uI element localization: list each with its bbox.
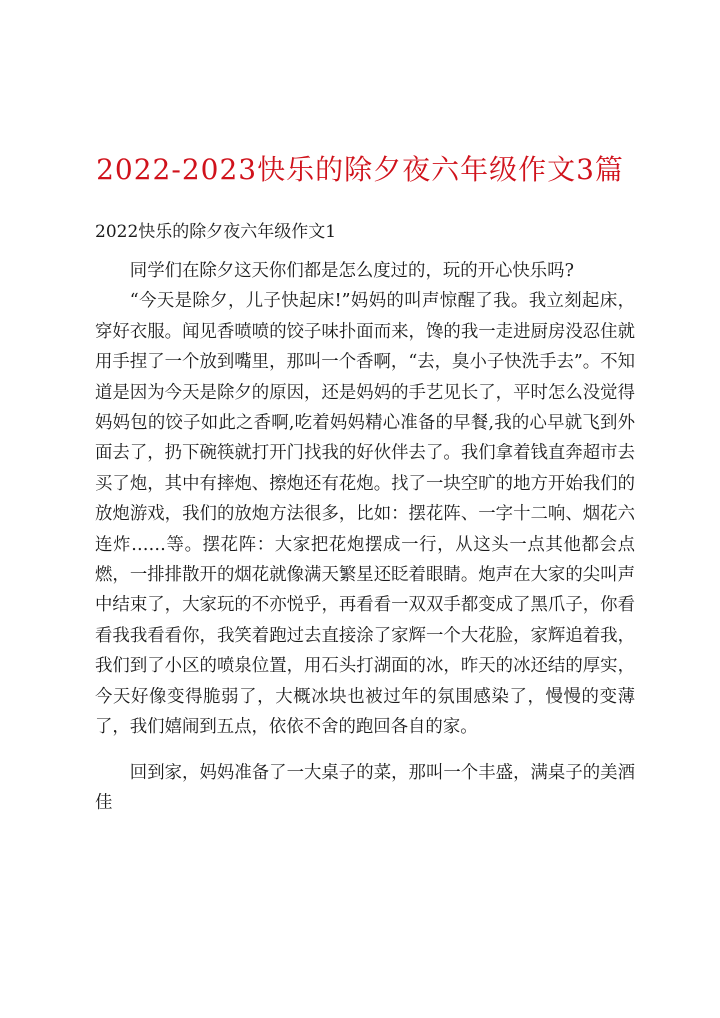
document-title: 2022-2023快乐的除夕夜六年级作文3篇 bbox=[96, 153, 624, 186]
paragraph-1: 同学们在除夕这天你们都是怎么度过的，玩的开心快乐吗? bbox=[129, 261, 574, 281]
document-body bbox=[95, 256, 635, 818]
section-subtitle: 2022快乐的除夕夜六年级作文1 bbox=[95, 222, 337, 242]
paragraph-3: 回到家，妈妈准备了一大桌子的菜，那叫一个丰盛，满桌子的美酒佳 bbox=[95, 762, 635, 813]
paragraph-2: “今天是除夕，儿子快起床!”妈妈的叫声惊醒了我。我立刻起床，穿好衣服。闻见香喷喷的饺子味扑面而来，馋的我一走进厨房没忍住就用手捏了一个放到嘴里，那叫一个香啊，“去，臭小子快洗手去”。不知道是因为今天是除夕的原因，还是妈妈的手艺见长了，平时怎么没觉得妈妈包的饺子如此之香啊,吃着妈妈精心准备的早餐,我的心早就飞到外面去了，扔下碗筷就打开门找我的好伙伴去了。我们拿着钱直奔超市去买了炮，其中有摔炮、擦炮还有花炮。找了一块空旷的地方开始我们的放炮游戏，我们的放炮方法很多，比如：摆花阵、一字十二响、烟花六连炸……等。摆花阵：大家把花炮摆成一行，从这头一点其他都会点燃，一排排散开的烟花就像满天繁星还眨着眼睛。炮声在大家的尖叫声中结束了，大家玩的不亦悦乎，再看看一双双手都变成了黑爪子，你看看我我看看你，我笑着跑过去直接涂了家辉一个大花脸，家辉追着我，我们到了小区的喷泉位置，用石头打湖面的冰，昨天的冰还结的厚实，今天好像变得脆弱了，大概冰块也被过年的氛围感染了，慢慢的变薄了，我们嬉闹到五点，依依不舍的跑回各自的家。 bbox=[95, 291, 635, 738]
